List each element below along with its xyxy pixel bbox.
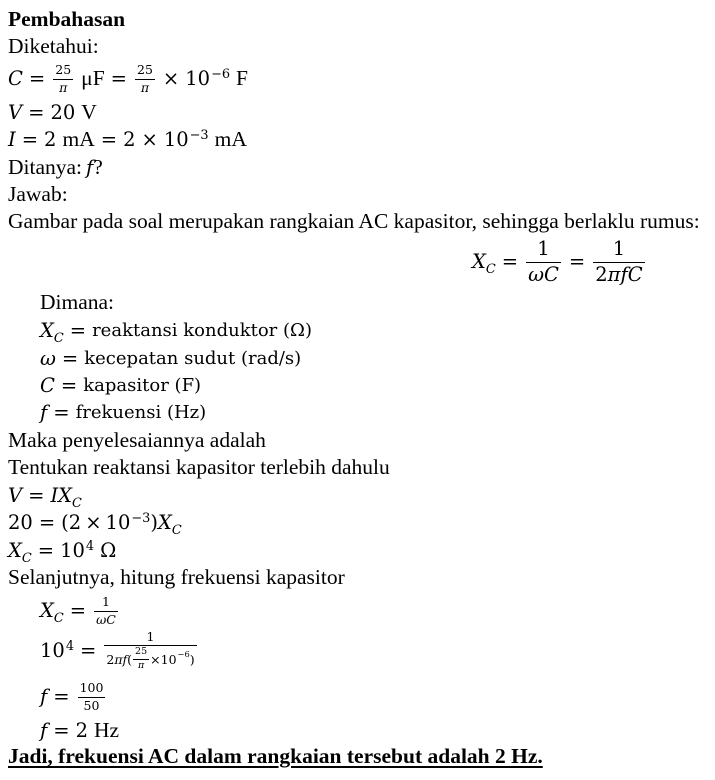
asked-label: Ditanya: [8, 155, 83, 180]
times-sign: × [150, 651, 161, 667]
power-exponent: −6 [177, 649, 190, 660]
symbol-base: X [472, 250, 486, 274]
legend-item [40, 316, 312, 346]
reactance-symbol [157, 511, 182, 538]
equals-sign: = [53, 685, 70, 709]
voltage-value: 20 [8, 511, 33, 535]
asked-row [8, 153, 103, 183]
step1-label: Tentukan reaktansi kapasitor terlebih dahulu [8, 455, 390, 480]
intro-text: Gambar pada soal merupakan rangkaian AC kapasitor, sehingga berlaklu rumus: [8, 209, 700, 234]
fraction-numerator: 100 [78, 681, 106, 697]
symbol-base: X [58, 484, 73, 508]
question-mark: ? [93, 155, 103, 180]
symbol-subscript: C [21, 550, 32, 566]
power-base: 10 [185, 67, 211, 91]
fraction-numerator: 25 [53, 63, 73, 79]
times-sign: × [85, 511, 102, 535]
unit-label: V [81, 100, 97, 125]
reactance-symbol [58, 484, 82, 511]
power-base: 10 [163, 128, 189, 152]
fraction-denominator: π [137, 660, 145, 672]
given-label-row [8, 32, 99, 62]
close-paren: ) [150, 511, 158, 535]
equals-sign: = [60, 374, 78, 398]
power-exponent: −6 [211, 66, 231, 82]
step1-equation-2 [8, 508, 182, 538]
equals-sign: = [28, 484, 45, 508]
step1-label-row [8, 453, 390, 483]
equals-sign: = [568, 250, 586, 274]
symbol-base: X [40, 319, 54, 343]
legend-symbol [40, 319, 64, 346]
symbol-subscript: C [53, 610, 64, 626]
power-exponent: −3 [189, 127, 209, 143]
symbol-base: X [8, 539, 22, 563]
power-exponent: 4 [85, 538, 95, 554]
denominator-coefficient: 2 [595, 262, 608, 286]
fraction [78, 681, 106, 713]
fraction-numerator: 25 [133, 647, 149, 660]
equals-sign: = [501, 250, 519, 274]
legend-symbol: C [40, 374, 55, 398]
power-base: 10 [105, 511, 131, 535]
unit-label: Hz [93, 718, 120, 743]
conclusion-row [8, 742, 543, 772]
legend-symbol: ω [40, 347, 56, 371]
frequency-value: 2 [75, 719, 88, 743]
power-of-ten [163, 127, 209, 152]
denominator-variables: πf [114, 651, 128, 667]
current-coefficient: 2 [123, 128, 136, 152]
legend-description: frekuensi (Hz) [75, 402, 207, 423]
legend-description: reaktansi konduktor (Ω) [92, 320, 312, 341]
fraction-numerator: 25 [135, 63, 155, 79]
solution-intro-row [8, 426, 266, 456]
fraction-denominator [593, 263, 644, 286]
voltage-symbol: V [8, 101, 23, 125]
legend-item [40, 371, 201, 401]
equals-sign: = [28, 101, 45, 125]
times-sign: × [162, 67, 180, 91]
given-label: Diketahui: [8, 34, 99, 59]
equals-sign: = [69, 319, 87, 343]
times-sign: × [141, 128, 158, 152]
legend-item [40, 344, 301, 374]
denominator-coefficient: 2 [106, 651, 115, 667]
denominator-variables: πfC [607, 262, 643, 286]
reactance-formula [472, 232, 647, 292]
unit-label: mA [214, 127, 247, 152]
fraction [53, 63, 73, 95]
equals-sign: = [110, 67, 127, 91]
close-paren: ) [189, 651, 195, 667]
current-symbol: I [8, 128, 16, 152]
voltage-value: 20 [50, 101, 76, 125]
solution-intro: Maka penyelesaiannya adalah [8, 428, 266, 453]
equals-sign: = [28, 67, 46, 91]
unit-label: F [236, 66, 249, 91]
open-paren: ( [127, 651, 133, 667]
equals-sign: = [37, 539, 55, 563]
power-exponent: 4 [65, 638, 75, 654]
nested-fraction [133, 647, 149, 672]
current-coefficient: 2 [68, 511, 82, 535]
symbol-subscript: C [53, 330, 64, 346]
step2-label-row [8, 563, 345, 593]
open-paren: ( [61, 511, 69, 535]
section-heading: Pembahasan [8, 7, 126, 32]
reactance-symbol [8, 539, 32, 566]
symbol-subscript: C [485, 261, 496, 277]
legend-description: kecepatan sudut (rad/s) [84, 348, 302, 369]
fraction-numerator: 1 [593, 238, 644, 262]
power-base: 10 [40, 639, 65, 663]
given-voltage [8, 98, 97, 128]
step1-equation-1 [8, 481, 82, 511]
power-exponent: −3 [131, 510, 151, 526]
reactance-symbol [40, 599, 64, 626]
reactance-symbol [472, 250, 496, 277]
fraction-denominator: ωC [528, 262, 559, 286]
fraction-denominator: 50 [83, 697, 100, 713]
fraction [526, 238, 561, 286]
unit-label: μF [81, 66, 105, 91]
power-of-ten [185, 66, 231, 91]
frequency-symbol: f [40, 685, 48, 709]
capacitance-symbol: C [8, 67, 23, 91]
equals-sign: = [53, 719, 70, 743]
fraction [593, 238, 644, 286]
fraction-numerator: 1 [94, 595, 118, 611]
step2-label: Selanjutnya, hitung frekuensi kapasitor [8, 565, 345, 590]
fraction-numerator: 1 [526, 238, 561, 262]
equals-sign: = [69, 599, 87, 623]
step2-equation-3 [40, 682, 107, 712]
equals-sign: = [53, 401, 70, 425]
equals-sign: = [80, 639, 97, 663]
unit-label: Ω [100, 539, 117, 563]
equals-sign: = [61, 347, 79, 371]
power-of-ten [40, 638, 75, 663]
power-base: 10 [160, 651, 177, 667]
fraction-numerator: 1 [104, 630, 196, 646]
given-current [8, 125, 247, 155]
current-term [61, 510, 158, 535]
fraction [104, 630, 196, 672]
symbol-base: X [40, 599, 54, 623]
power-base: 10 [60, 539, 85, 563]
frequency-symbol: f [86, 156, 94, 180]
fraction-denominator [104, 646, 196, 672]
frequency-symbol: f [40, 719, 48, 743]
given-capacitance [8, 64, 248, 94]
current-value: 2 [44, 128, 57, 152]
legend-label-row [40, 288, 114, 318]
fraction [135, 63, 155, 95]
answer-label-row [8, 180, 68, 210]
symbol-base: X [157, 511, 172, 535]
fraction [94, 595, 118, 627]
equals-sign: = [21, 128, 39, 152]
step2-equation-2 [40, 628, 199, 672]
fraction-denominator: π [59, 79, 68, 95]
step1-equation-3 [8, 536, 116, 566]
conclusion-text: Jadi, frekuensi AC dalam rangkaian tersebut adalah 2 Hz. [8, 744, 543, 769]
symbol-subscript: C [72, 495, 82, 511]
unit-label: mA [62, 127, 95, 152]
legend-label: Dimana: [40, 290, 115, 315]
fraction-denominator: π [140, 79, 150, 95]
legend-symbol: f [40, 401, 48, 425]
fraction-denominator: ωC [96, 611, 116, 627]
equals-sign: = [38, 511, 56, 535]
equals-sign: = [100, 128, 118, 152]
voltage-symbol: V [8, 484, 23, 508]
current-symbol: I [50, 484, 59, 508]
answer-label: Jawab: [8, 182, 68, 207]
heading-row [8, 5, 125, 35]
step2-equation-1 [40, 596, 120, 626]
legend-item [40, 398, 206, 428]
symbol-subscript: C [171, 522, 182, 538]
power-of-ten [60, 538, 95, 563]
legend-description: kapasitor (F) [83, 375, 202, 396]
